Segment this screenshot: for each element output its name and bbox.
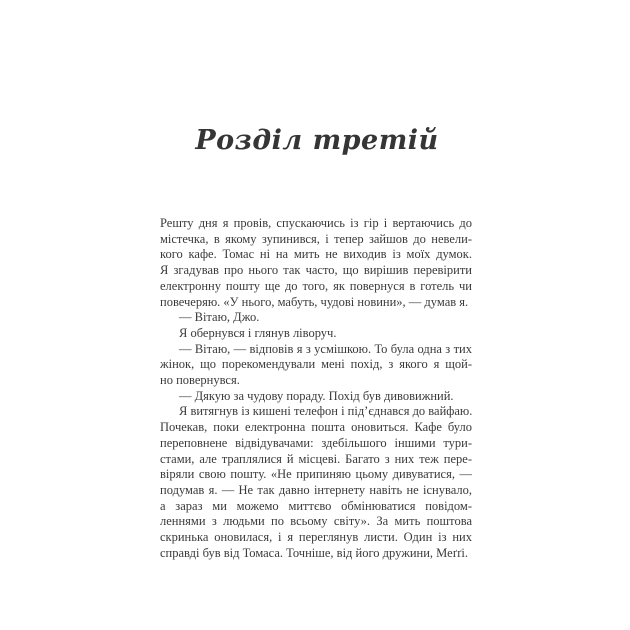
- text-line: електронну пошту ще до того, як повернуся в готель чи: [160, 278, 472, 293]
- text-line: містечка, в якому зупинився, і тепер зайшов до невели-: [160, 231, 472, 246]
- text-line: скринька оновилася, і я переглянув листи. Один із них: [160, 530, 472, 545]
- text-line: стами, але траплялися й місцеві. Багато з них теж пере-: [160, 451, 472, 466]
- text-line: подумав я. — Не так давно інтернету навіть не існувало,: [160, 482, 472, 497]
- text-line: жінок, що порекомендували мені похід, з якого я щой-: [160, 357, 472, 372]
- text-line: но повернувся.: [160, 373, 240, 388]
- text-line: Я витягнув із кишені телефон і під’єднався до вайфаю.: [179, 404, 472, 419]
- text-line: кого кафе. Томас ні на мить не виходив із моїх думок.: [160, 247, 472, 262]
- text-line: — Вітаю, Джо.: [179, 310, 260, 325]
- text-line: Я згадував про нього так часто, що вирішив перевірити: [160, 263, 472, 278]
- text-line: леннями з людьми по всьому світу». За мить поштова: [160, 514, 472, 529]
- text-line: справді був від Томаса. Точніше, від його дружини, Меґґі.: [160, 545, 469, 560]
- text-line: повечеряю. «У нього, мабуть, чудові новини», — думав я.: [160, 294, 469, 309]
- text-line: — Дякую за чудову пораду. Похід був дивовижний.: [179, 388, 454, 403]
- text-line: Почекав, поки електронна пошта оновиться. Кафе було: [160, 420, 472, 435]
- page-body: [160, 216, 472, 561]
- text-line: віряли свою пошту. «Не припиняю цьому дивуватися, —: [160, 467, 472, 482]
- text-line: Я обернувся і глянув ліворуч.: [179, 325, 337, 340]
- chapter-heading: Розділ третій: [195, 125, 439, 156]
- text-line: а зараз ми можемо миттєво обмінюватися повідом-: [160, 498, 472, 513]
- text-line: переповнене відвідувачами: здебільшого іншими тури-: [160, 435, 472, 450]
- text-line: — Вітаю, — відповів я з усмішкою. То була одна з тих: [179, 341, 472, 356]
- text-line: Решту дня я провів, спускаючись із гір і вертаючись до: [160, 216, 472, 230]
